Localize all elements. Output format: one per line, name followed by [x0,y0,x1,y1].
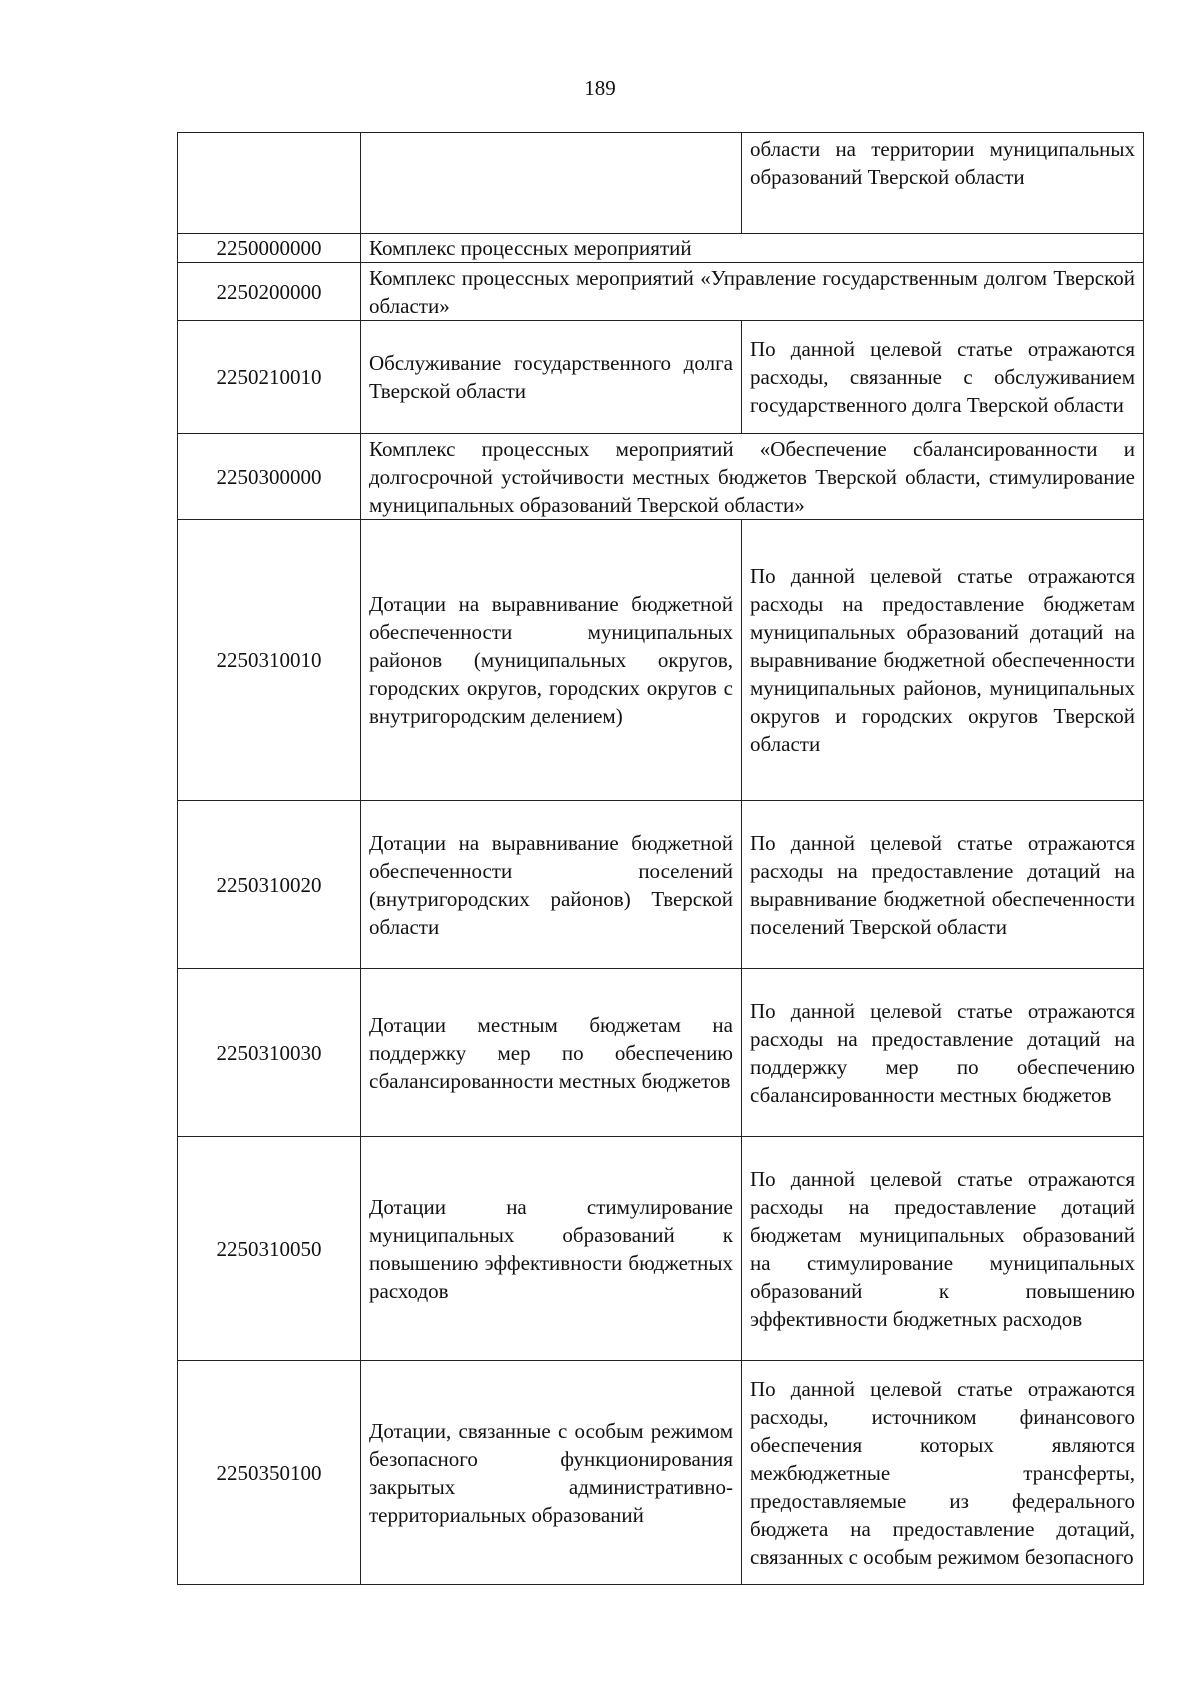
row-description: По данной целевой статье отражаются расходы на предоставление дотаций на выравнивание бюджетной обеспеченности поселений Тверской области [742,801,1144,969]
row-description: По данной целевой статье отражаются расходы на предоставление дотаций бюджетам муниципальных образований на стимулирование муниципальных образований к повышению эффективности бюджетных расходов [742,1137,1144,1361]
budget-classification-table [177,132,1144,1585]
table-row [178,969,1144,1137]
row-name: Дотации местным бюджетам на поддержку мер по обеспечению сбалансированности местных бюджетов [361,969,742,1137]
table-row [178,1361,1144,1585]
table-row [178,1137,1144,1361]
row-description: По данной целевой статье отражаются расходы, связанные с обслуживанием государственного долга Тверской области [742,321,1144,434]
row-code [178,133,361,234]
row-name: Комплекс процессных мероприятий «Управление государственным долгом Тверской области» [361,263,1144,321]
page-number: 189 [584,76,616,100]
row-name: Дотации на выравнивание бюджетной обеспеченности поселений (внутригородских районов) Тверской области [361,801,742,969]
row-description: По данной целевой статье отражаются расходы, источником финансового обеспечения которых являются межбюджетные трансферты, предоставляемые из федерального бюджета на предоставление дотаций, связанных с особым режимом безопасного [742,1361,1144,1585]
row-code: 2250310030 [178,969,361,1137]
row-code: 2250310010 [178,520,361,801]
table-row [178,263,1144,321]
row-name: Комплекс процессных мероприятий «Обеспечение сбалансированности и долгосрочной устойчивости местных бюджетов Тверской области, стимулирование муниципальных образований Тверской области» [361,434,1144,520]
row-name: Дотации, связанные с особым режимом безопасного функционирования закрытых административно-территориальных образований [361,1361,742,1585]
row-code: 2250000000 [178,234,361,263]
table-row [178,801,1144,969]
row-description: области на территории муниципальных образований Тверской области [742,133,1144,234]
row-code: 2250300000 [178,434,361,520]
table-row [178,434,1144,520]
table-row [178,321,1144,434]
table-row [178,520,1144,801]
row-code: 2250200000 [178,263,361,321]
row-name: Дотации на стимулирование муниципальных образований к повышению эффективности бюджетных расходов [361,1137,742,1361]
row-name: Комплекс процессных мероприятий [361,234,1144,263]
row-name: Обслуживание государственного долга Тверской области [361,321,742,434]
row-name: Дотации на выравнивание бюджетной обеспеченности муниципальных районов (муниципальных округов, городских округов, городских округов с внутригородским делением) [361,520,742,801]
table-row [178,234,1144,263]
table-row [178,133,1144,234]
row-code: 2250210010 [178,321,361,434]
row-code: 2250350100 [178,1361,361,1585]
row-description: По данной целевой статье отражаются расходы на предоставление дотаций на поддержку мер по обеспечению сбалансированности местных бюджетов [742,969,1144,1137]
row-description: По данной целевой статье отражаются расходы на предоставление бюджетам муниципальных образований дотаций на выравнивание бюджетной обеспеченности муниципальных районов, муниципальных округов и городских округов Тверской области [742,520,1144,801]
row-code: 2250310050 [178,1137,361,1361]
row-code: 2250310020 [178,801,361,969]
row-name [361,133,742,234]
